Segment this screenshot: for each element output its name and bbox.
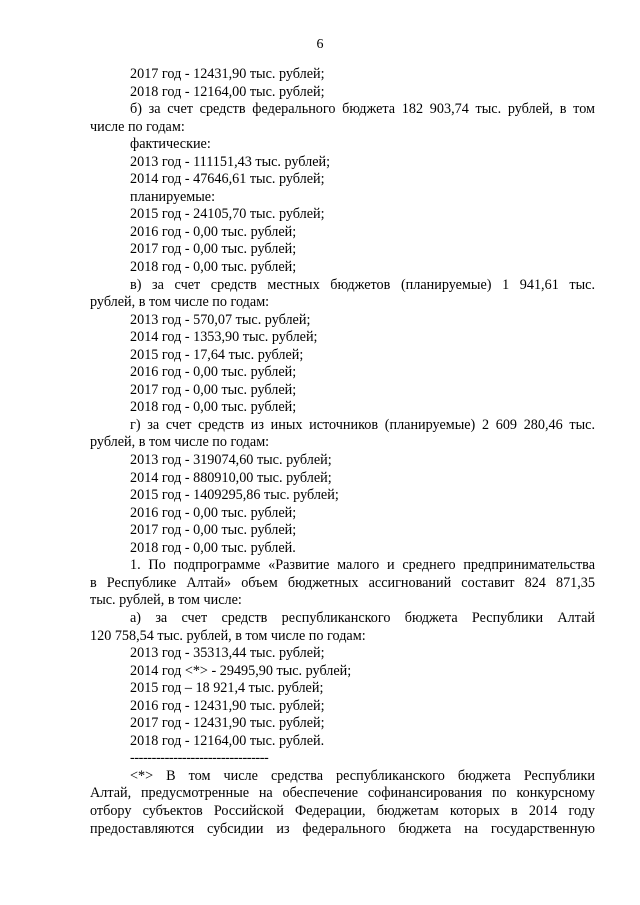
text-line: 2013 год - 35313,44 тыс. рублей; (130, 645, 325, 662)
text-line: 1. По подпрограмме «Развитие малого и среднего предпринимательства (130, 557, 595, 574)
text-line: 2013 год - 570,07 тыс. рублей; (130, 311, 311, 328)
text-line: 2014 год <*> - 29495,90 тыс. рублей; (130, 662, 352, 679)
text-line: 2018 год - 0,00 тыс. рублей; (130, 259, 297, 276)
text-line: 2015 год - 17,64 тыс. рублей; (130, 346, 304, 363)
text-line: 2014 год - 1353,90 тыс. рублей; (130, 329, 318, 346)
text-line: 2018 год - 0,00 тыс. рублей; (130, 399, 297, 416)
text-line: рублей, в том числе по годам: (90, 294, 270, 311)
text-line: 2018 год - 0,00 тыс. рублей. (130, 539, 296, 556)
text-line: 2013 год - 319074,60 тыс. рублей; (130, 452, 332, 469)
text-line: предоставляются субсидии из федерального бюджета на государственную (90, 820, 595, 837)
text-line: в Республике Алтай» объем бюджетных ассигнований составит 824 871,35 (90, 574, 595, 591)
text-line: 2016 год - 0,00 тыс. рублей; (130, 504, 297, 521)
text-line: б) за счет средств федерального бюджета 182 903,74 тыс. рублей, в том (130, 101, 595, 118)
page-number: 6 (316, 37, 324, 52)
text-line: <*> В том числе средства республиканского бюджета Республики (130, 767, 595, 784)
text-line: 2017 год - 0,00 тыс. рублей; (130, 522, 297, 539)
text-line: рублей, в том числе по годам: (90, 434, 270, 451)
text-line: 2016 год - 0,00 тыс. рублей; (130, 223, 297, 240)
text-line: числе по годам: (90, 118, 185, 135)
text-line: 2018 год - 12164,00 тыс. рублей. (130, 732, 325, 749)
text-line: 2014 год - 47646,61 тыс. рублей; (130, 171, 325, 188)
text-line: 2016 год - 12431,90 тыс. рублей; (130, 697, 325, 714)
text-line: отбору субъектов Российской Федерации, бюджетам которых в 2014 году (90, 802, 595, 819)
text-line: планируемые: (130, 188, 216, 205)
text-line: тыс. рублей, в том числе: (90, 592, 242, 609)
text-line: фактические: (130, 136, 211, 153)
text-line: 2015 год – 18 921,4 тыс. рублей; (130, 680, 324, 697)
text-line: а) за счет средств республиканского бюджета Республики Алтай (130, 609, 595, 626)
text-line: 2016 год - 0,00 тыс. рублей; (130, 364, 297, 381)
text-line: г) за счет средств из иных источников (планируемые) 2 609 280,46 тыс. (130, 416, 595, 433)
text-line: в) за счет средств местных бюджетов (планируемые) 1 941,61 тыс. (130, 276, 595, 293)
text-line: Алтай, предусмотренные на обеспечение софинансирования по конкурсному (90, 785, 595, 802)
text-line: 2015 год - 1409295,86 тыс. рублей; (130, 487, 339, 504)
text-line: 120 758,54 тыс. рублей, в том числе по годам: (90, 627, 366, 644)
text-line: 2017 год - 12431,90 тыс. рублей; (130, 715, 325, 732)
text-line: 2018 год - 12164,00 тыс. рублей; (130, 83, 325, 100)
text-line: 2013 год - 111151,43 тыс. рублей; (130, 153, 331, 170)
text-line: 2017 год - 0,00 тыс. рублей; (130, 241, 297, 258)
text-line: 2015 год - 24105,70 тыс. рублей; (130, 206, 325, 223)
document-body (90, 66, 595, 838)
text-line: 2014 год - 880910,00 тыс. рублей; (130, 469, 332, 486)
footnote-separator: -------------------------------- (130, 750, 269, 767)
text-line: 2017 год - 12431,90 тыс. рублей; (130, 66, 325, 82)
text-line: 2017 год - 0,00 тыс. рублей; (130, 381, 297, 398)
